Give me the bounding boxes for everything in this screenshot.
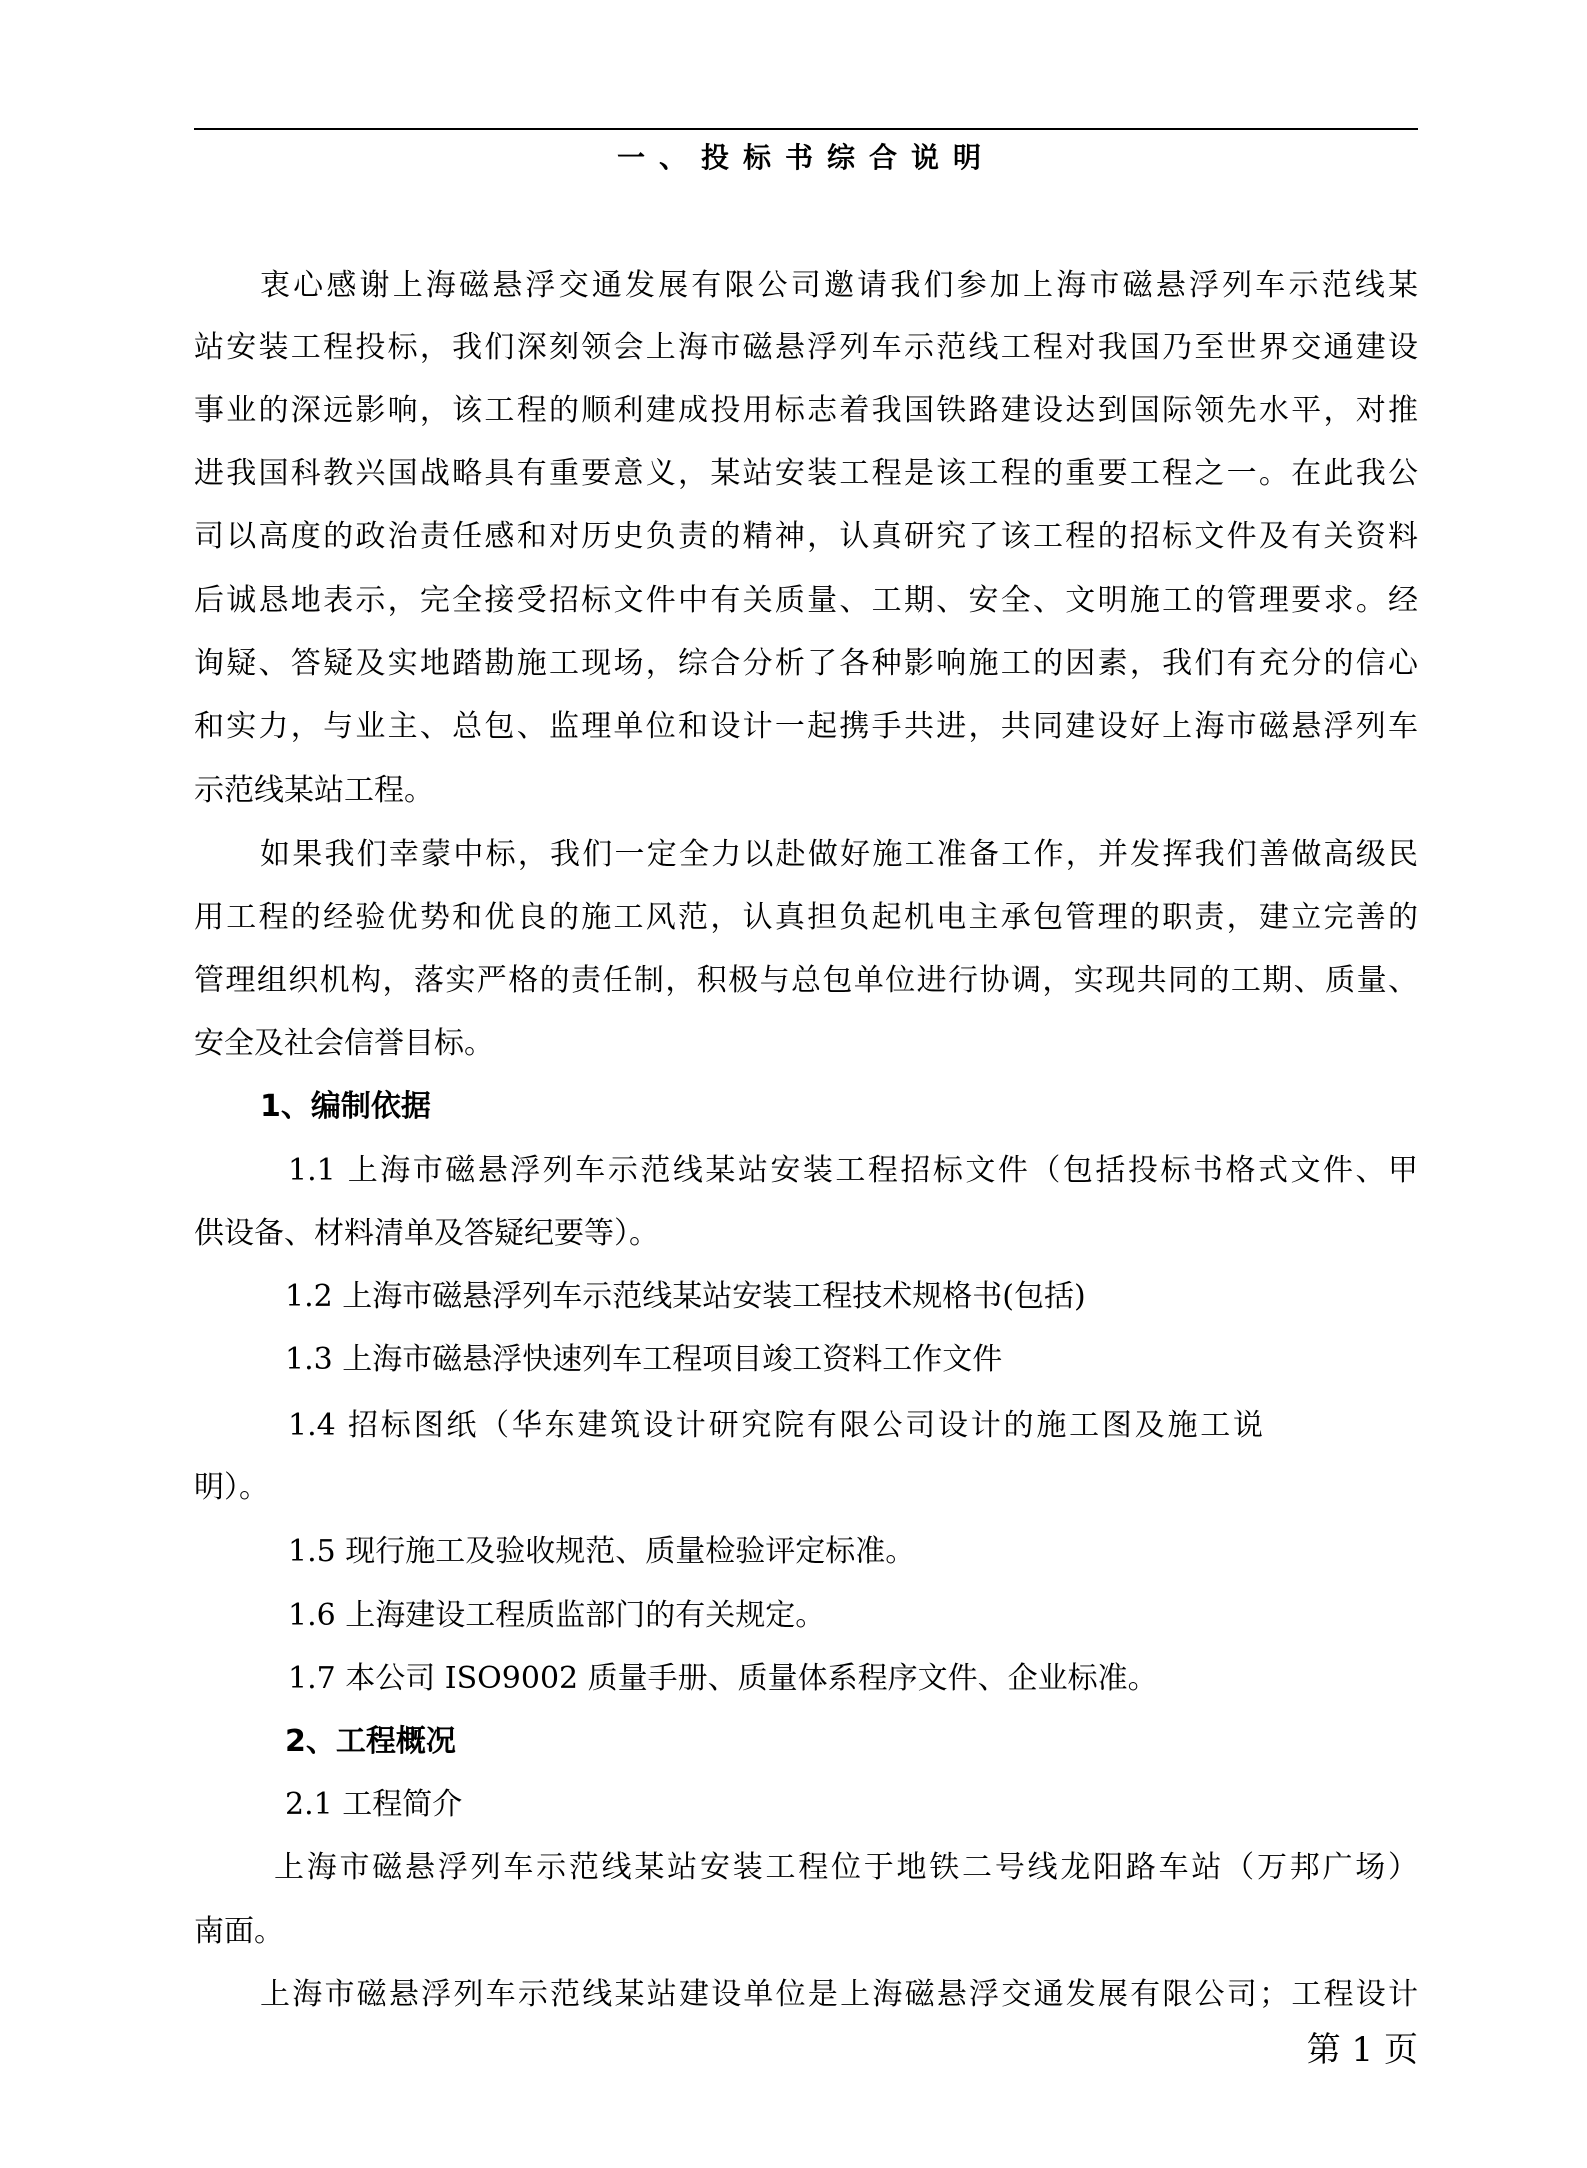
paragraph-line: 安全及社会信誉目标。 [194, 1026, 494, 1061]
paragraph-line: 上海市磁悬浮列车示范线某站安装工程位于地铁二号线龙阳路车站（万邦广场） [274, 1850, 1418, 1885]
list-item: 1.6 上海建设工程质监部门的有关规定。 [288, 1598, 826, 1633]
paragraph-line: 后诚恳地表示，完全接受招标文件中有关质量、工期、安全、文明施工的管理要求。经 [194, 583, 1418, 618]
paragraph-line: 站安装工程投标，我们深刻领会上海市磁悬浮列车示范线工程对我国乃至世界交通建设 [194, 330, 1418, 365]
list-item: 1.1 上海市磁悬浮列车示范线某站安装工程招标文件（包括投标书格式文件、甲 [288, 1153, 1418, 1188]
paragraph-line: 示范线某站工程。 [194, 773, 434, 808]
paragraph-line: 进我国科教兴国战略具有重要意义，某站安装工程是该工程的重要工程之一。在此我公 [194, 456, 1418, 491]
list-item: 明）。 [194, 1470, 269, 1505]
paragraph-line: 司以高度的政治责任感和对历史负责的精神，认真研究了该工程的招标文件及有关资料 [194, 519, 1418, 554]
list-item: 1.4 招标图纸（华东建筑设计研究院有限公司设计的施工图及施工说 [288, 1408, 1263, 1443]
document-title: 一、投标书综合说明 [616, 141, 995, 174]
section-heading: 1、编制依据 [260, 1089, 431, 1124]
paragraph-line: 用工程的经验优势和优良的施工风范，认真担负起机电主承包管理的职责，建立完善的 [194, 900, 1418, 935]
list-item: 1.5 现行施工及验收规范、质量检验评定标准。 [288, 1534, 916, 1569]
list-item: 1.2 上海市磁悬浮列车示范线某站安装工程技术规格书(包括) [285, 1279, 1086, 1314]
paragraph-line: 和实力，与业主、总包、监理单位和设计一起携手共进，共同建设好上海市磁悬浮列车 [194, 709, 1418, 744]
header-rule [194, 128, 1418, 130]
list-item: 供设备、材料清单及答疑纪要等）。 [194, 1216, 659, 1251]
section-heading: 2、工程概况 [285, 1724, 456, 1759]
paragraph-line: 衷心感谢上海磁悬浮交通发展有限公司邀请我们参加上海市磁悬浮列车示范线某 [260, 268, 1418, 303]
paragraph-line: 事业的深远影响，该工程的顺利建成投用标志着我国铁路建设达到国际领先水平，对推 [194, 393, 1418, 428]
page-number: 第 1 页 [1306, 2030, 1418, 2070]
paragraph-line: 上海市磁悬浮列车示范线某站建设单位是上海磁悬浮交通发展有限公司；工程设计 [260, 1977, 1418, 2012]
paragraph-line: 管理组织机构，落实严格的责任制，积极与总包单位进行协调，实现共同的工期、质量、 [194, 963, 1418, 998]
subsection-heading: 2.1 工程简介 [285, 1787, 463, 1822]
paragraph-line: 询疑、答疑及实地踏勘施工现场，综合分析了各种影响施工的因素，我们有充分的信心 [194, 646, 1418, 681]
paragraph-line: 如果我们幸蒙中标，我们一定全力以赴做好施工准备工作，并发挥我们善做高级民 [260, 837, 1418, 872]
list-item: 1.3 上海市磁悬浮快速列车工程项目竣工资料工作文件 [285, 1342, 1003, 1377]
list-item: 1.7 本公司 ISO9002 质量手册、质量体系程序文件、企业标准。 [288, 1661, 1158, 1696]
paragraph-line: 南面。 [194, 1914, 284, 1949]
